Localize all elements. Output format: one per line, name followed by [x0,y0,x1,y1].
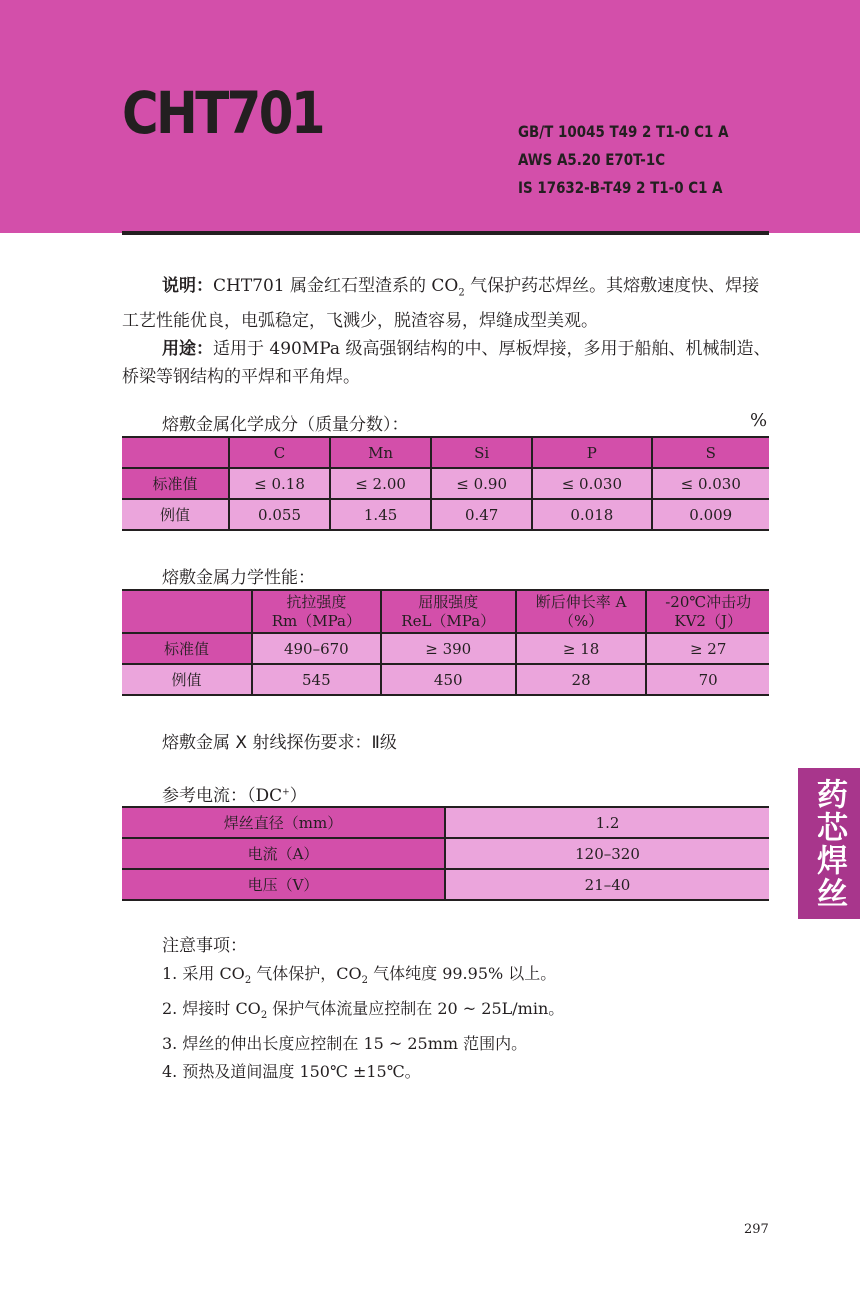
row-label: 标准值 [122,468,229,499]
side-category-tab [798,768,860,919]
row-label: 焊丝直径（mm） [122,807,445,838]
note-item: 1. 采用 $CO_2$ 气体保护，$CO_2$ 气体纯度 99.95% 以上。 [162,964,557,987]
header-cell: 抗拉强度 Rm（MPa） [252,590,381,633]
usage-paragraph [122,335,772,391]
header-cell: 屈服强度 ReL（MPa） [381,590,516,633]
current-title [162,781,307,806]
table-cell: 0.009 [652,499,769,530]
table-cell: 28 [516,664,647,695]
row-label: 标准值 [122,633,252,664]
chemical-table [122,436,769,531]
xray-requirement: 熔敷金属 X 射线探伤要求：Ⅱ级 [162,733,397,753]
header-cell [122,590,252,633]
usage-text: 适用于 490MPa 级高强钢结构的中、厚板焊接，多用于船舶、机械制造、桥梁等钢结构的平焊和平角焊。 [122,339,771,388]
table-cell: 70 [646,664,769,695]
table-cell: 0.018 [532,499,651,530]
notes-section [162,932,564,1086]
table-cell: 120–320 [445,838,769,869]
table-cell: ≥ 390 [381,633,516,664]
description-label: 说明： [162,276,213,296]
table-cell: ≥ 27 [646,633,769,664]
row-label: 电流（A） [122,838,445,869]
table-cell: 1.45 [330,499,431,530]
table-row [122,499,769,530]
table-cell: 0.47 [431,499,532,530]
chemical-unit: % [750,410,768,431]
table-row [122,468,769,499]
table-cell: ≤ 0.030 [532,468,651,499]
table-cell: ≤ 2.00 [330,468,431,499]
product-model: CHT701 [122,79,324,147]
table-row [122,869,769,900]
table-cell: ≤ 0.18 [229,468,330,499]
dc-label: （DC+） [247,786,307,806]
header-cell: C [229,437,330,468]
table-row [122,664,769,695]
table-cell: 1.2 [445,807,769,838]
usage-label: 用途： [162,339,213,360]
chemical-title: 熔敷金属化学成分（质量分数）： [162,415,409,435]
mechanical-title: 熔敷金属力学性能： [162,568,315,588]
note-item: 3. 焊丝的伸出长度应控制在 15 ~ 25mm 范围内。 [162,1034,528,1054]
table-cell: 450 [381,664,516,695]
table-cell: 545 [252,664,381,695]
current-table [122,806,769,901]
standards-list [518,118,728,202]
table-cell: ≥ 18 [516,633,647,664]
header-cell: 断后伸长率 A （%） [516,590,647,633]
description-text-b: 气保护药芯焊丝。其熔敷速度快、焊接工艺性能优良，电弧稳定，飞溅少，脱渣容易，焊缝成型美观。 [122,276,760,332]
table-row [122,807,769,838]
current-title-text: 参考电流： [162,786,247,806]
header-cell: Si [431,437,532,468]
side-tab-label: 药芯焊丝 [811,777,847,910]
table-cell: ≤ 0.030 [652,468,769,499]
table-cell: 0.055 [229,499,330,530]
notes-title: 注意事项： [162,936,247,956]
mechanical-table [122,589,769,696]
header-cell: Mn [330,437,431,468]
header-rule [122,231,769,235]
table-row [122,633,769,664]
standard-gb: GB/T 10045 T49 2 T1-0 C1 A [518,122,729,141]
description-sub: 2 [458,287,465,299]
table-cell: 21–40 [445,869,769,900]
table-cell: ≤ 0.90 [431,468,532,499]
note-item: 2. 焊接时 $CO_2$ 保护气体流量应控制在 20 ~ 25L/min。 [162,999,565,1022]
intro-section [122,272,772,391]
standard-is: IS 17632-B-T49 2 T1-0 C1 A [518,178,723,197]
table-row [122,838,769,869]
description-paragraph [122,272,772,335]
description-text-a: CHT701 属金红石型渣系的 CO [213,276,459,296]
note-item: 4. 预热及道间温度 150℃ ±15℃。 [162,1062,421,1082]
row-label: 例值 [122,664,252,695]
header-cell: S [652,437,769,468]
row-label: 电压（V） [122,869,445,900]
header-cell: P [532,437,651,468]
table-header-row [122,437,769,468]
header-cell: -20℃冲击功 KV2（J） [646,590,769,633]
standard-aws: AWS A5.20 E70T-1C [518,150,666,169]
row-label: 例值 [122,499,229,530]
table-cell: 490–670 [252,633,381,664]
header-cell [122,437,229,468]
page-number: 297 [744,1222,769,1237]
header-band [0,0,860,233]
table-header-row [122,590,769,633]
